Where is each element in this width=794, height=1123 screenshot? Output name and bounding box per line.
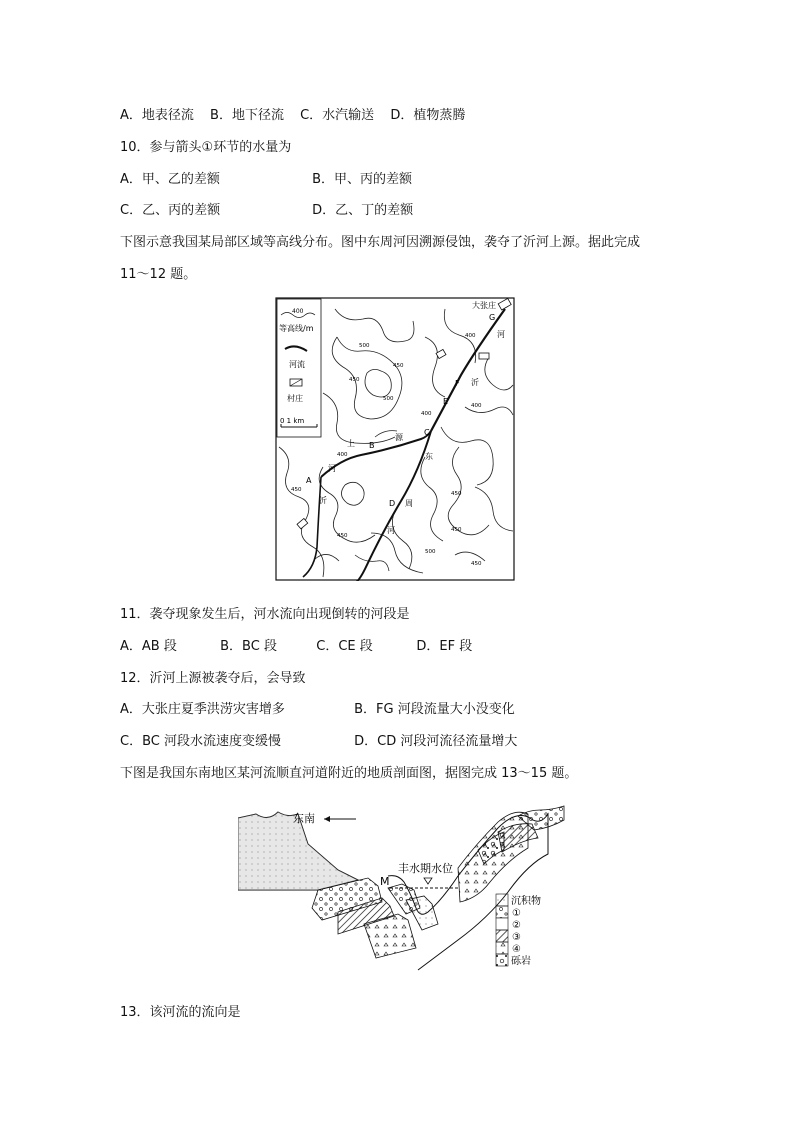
q11-option-b: B．BC 段 — [220, 639, 277, 654]
river-char-he-3: 河 — [497, 330, 505, 339]
contour-label-13: 400 — [465, 333, 476, 339]
contour-label-12: 450 — [337, 533, 348, 539]
q10-stem: 10．参与箭头①环节的水量为 — [120, 140, 292, 155]
legend-river-label: 河流 — [289, 360, 305, 369]
contour-label-14: 450 — [471, 561, 482, 567]
river-char-shang: 上 — [347, 439, 355, 448]
intro-11-12-line2: 11～12 题。 — [120, 267, 197, 282]
scale-label: 0 1 km — [280, 417, 305, 425]
contour-label-3: 500 — [383, 396, 394, 402]
legend-contour-value: 400 — [292, 308, 304, 315]
q11-option-d: D．EF 段 — [416, 639, 473, 654]
q10-options-row2 — [120, 199, 413, 218]
river-char-dong: 东 — [425, 452, 433, 461]
contour-label-1: 400 — [337, 452, 348, 458]
q12-option-b: B．FG 河段流量大小没变化 — [354, 702, 515, 717]
q12-option-c: C．BC 河段水流速度变缓慢 — [120, 734, 281, 749]
q9-option-c: C．水汽输送 — [300, 108, 375, 123]
point-g: G — [489, 313, 496, 322]
legend-layer-1: ① — [512, 908, 521, 919]
point-f: F — [455, 379, 460, 388]
q9-option-a: A．地表径流 — [120, 108, 194, 123]
geology-profile — [238, 796, 568, 980]
contour-label-4: 500 — [359, 343, 370, 349]
river-char-yi-1: 沂 — [319, 496, 327, 505]
point-a: A — [306, 476, 312, 485]
contour-label-9: 450 — [451, 491, 462, 497]
q9-options — [120, 104, 465, 123]
river-char-yi-2: 沂 — [471, 378, 479, 387]
legend-sediment: 沉积物 — [511, 896, 541, 907]
legend-conglomerate: 砾岩 — [511, 956, 531, 967]
village-name: 大张庄 — [472, 301, 496, 310]
q11-stem: 11．袭夺现象发生后，河水流向出现倒转的河段是 — [120, 607, 410, 622]
contour-label-11: 500 — [425, 549, 436, 555]
q12-option-d: D．CD 河段河流径流量增大 — [354, 734, 518, 749]
q12-options-row2 — [120, 730, 517, 749]
q12-option-a: A．大张庄夏季洪涝灾害增多 — [120, 702, 285, 717]
water-level-label: 丰水期水位 — [398, 862, 453, 875]
q12-stem: 12．沂河上源被袭夺后，会导致 — [120, 671, 306, 686]
q9-option-d: D．植物蒸腾 — [390, 108, 466, 123]
q11-option-c: C．CE 段 — [316, 639, 373, 654]
contour-map — [275, 297, 515, 581]
legend-layer-2: ② — [512, 920, 521, 931]
q12-options-row1 — [120, 698, 515, 717]
q13-stem: 13．该河流的流向是 — [120, 1005, 241, 1020]
contour-label-2: 450 — [291, 487, 302, 493]
contour-label-5: 450 — [393, 363, 404, 369]
q10-option-a: A．甲、乙的差额 — [120, 172, 220, 187]
contour-label-10: 450 — [451, 527, 462, 533]
legend-contour-label: 等高线/m — [279, 324, 314, 333]
legend-layer-4: ④ — [512, 944, 521, 955]
river-char-zhou: 周 — [405, 499, 413, 508]
intro-13-15: 下图是我国东南地区某河流顺直河道附近的地质剖面图，据图完成 13～15 题。 — [120, 766, 578, 781]
river-char-yuan: 源 — [395, 433, 403, 442]
contour-label-8: 400 — [471, 403, 482, 409]
profile-legend — [496, 894, 541, 967]
q9-option-b: B．地下径流 — [210, 108, 284, 123]
river-char-he-2: 河 — [387, 526, 395, 535]
q10-options-row1 — [120, 168, 412, 187]
q10-option-d: D．乙、丁的差额 — [312, 203, 414, 218]
direction-label: 东南 — [293, 812, 315, 825]
intro-11-12-line1: 下图示意我国某局部区域等高线分布。图中东周河因溯源侵蚀，袭夺了沂河上源。据此完成 — [120, 235, 641, 250]
point-d: D — [389, 499, 396, 508]
legend-layer-3: ③ — [512, 932, 521, 943]
contour-label-6: 450 — [349, 377, 360, 383]
q11-option-a: A．AB 段 — [120, 639, 177, 654]
point-m-label: M — [380, 875, 390, 888]
river-char-he-1: 河 — [328, 464, 336, 473]
point-e: E — [443, 397, 449, 406]
q10-option-c: C．乙、丙的差额 — [120, 203, 221, 218]
contour-label-7: 400 — [421, 411, 432, 417]
q11-options — [120, 635, 472, 654]
point-b: B — [369, 441, 375, 450]
legend-village-label: 村庄 — [287, 394, 303, 403]
q10-option-b: B．甲、丙的差额 — [312, 172, 413, 187]
point-c: C — [424, 428, 430, 437]
